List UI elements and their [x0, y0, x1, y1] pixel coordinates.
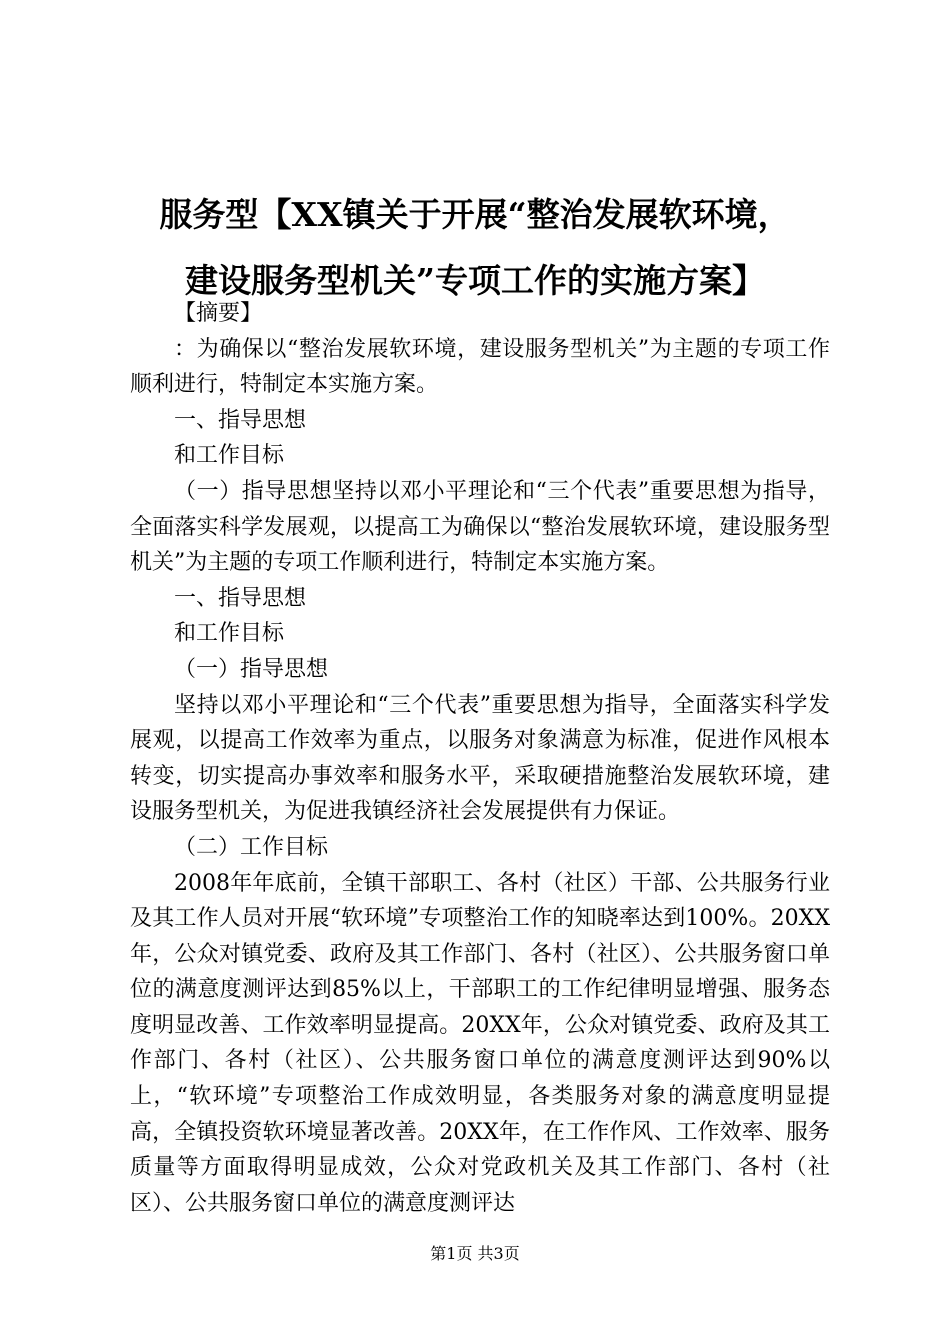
- paragraph: 2008年年底前，全镇干部职工、各村（社区）干部、公共服务行业及其工作人员对开展“软环境”专项整治工作的知晓率达到100%。20XX年，公众对镇党委、政府及其工作部门、各村（社区）、公共服务窗口单位的满意度测评达到85%以上，干部职工的工作纪律明显增强、服务态度明显改善、工作效率明显提高。20XX年，公众对镇党委、政府及其工作部门、各村（社区）、公共服务窗口单位的满意度测评达到90%以上，“软环境”专项整治工作成效明显，各类服务对象的满意度明显提高，全镇投资软环境显著改善。20XX年，在工作作风、工作效率、服务质量等方面取得明显成效，公众对党政机关及其工作部门、各村（社区）、公共服务窗口单位的满意度测评达: [130, 870, 830, 1216]
- title-line-2: 建设服务型机关”专项工作的实施方案】: [185, 261, 765, 300]
- subsection-heading: （一）指导思想: [174, 656, 329, 682]
- section-heading: 一、指导思想: [174, 585, 307, 611]
- section-heading-cont: 和工作目标: [174, 443, 285, 469]
- paragraph: （一）指导思想坚持以邓小平理论和“三个代表”重要思想为指导，全面落实科学发展观，以提高工为确保以“整治发展软环境，建设服务型机关”为主题的专项工作顺利进行，特制定本实施方案。: [130, 478, 830, 576]
- document-body: [130, 296, 830, 1221]
- paragraph: 坚持以邓小平理论和“三个代表”重要思想为指导，全面落实科学发展观，以提高工作效率为重点，以服务对象满意为标准，促进作风根本转变，切实提高办事效率和服务水平，采取硬措施整治发展软环境，建设服务型机关，为促进我镇经济社会发展提供有力保证。: [130, 692, 830, 825]
- abstract-heading: 【摘要】: [174, 301, 263, 326]
- page-footer: 第1页 共3页: [430, 1244, 520, 1263]
- title-line-1: 服务型【XX镇关于开展“整治发展软环境，: [159, 195, 791, 234]
- document-title: [100, 182, 850, 314]
- abstract-text: ：为确保以“整治发展软环境，建设服务型机关”为主题的专项工作顺利进行，特制定本实施方案。: [130, 336, 830, 398]
- subsection-heading: （二）工作目标: [174, 834, 329, 860]
- section-heading-cont: 和工作目标: [174, 621, 285, 647]
- section-heading: 一、指导思想: [174, 407, 307, 433]
